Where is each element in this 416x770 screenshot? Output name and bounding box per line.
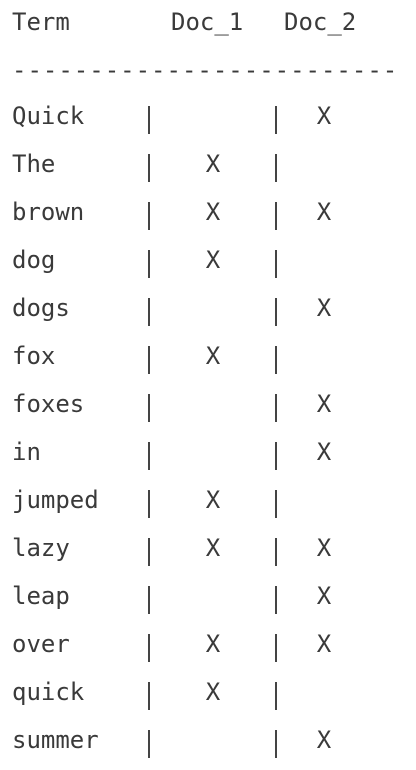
doc-1-mark: X: [205, 198, 221, 226]
term-cell: in: [12, 438, 41, 466]
table-row: [0, 194, 416, 242]
doc-1-mark: X: [205, 630, 221, 658]
table-row: [0, 434, 416, 482]
column-separator: [148, 538, 150, 566]
doc-2-mark: X: [316, 198, 332, 226]
column-separator: [275, 202, 277, 230]
table-header: [0, 0, 416, 48]
doc-1-mark: X: [205, 678, 221, 706]
doc-1-mark: X: [205, 486, 221, 514]
table-row: [0, 674, 416, 722]
column-separator: [148, 634, 150, 662]
column-separator: [275, 682, 277, 710]
column-separator: [275, 346, 277, 374]
column-separator: [148, 346, 150, 374]
column-separator: [275, 538, 277, 566]
doc-2-mark: X: [316, 534, 332, 562]
doc-2-mark: X: [316, 390, 332, 418]
column-separator: [275, 250, 277, 278]
column-separator: [148, 298, 150, 326]
column-separator: [275, 106, 277, 134]
term-cell: The: [12, 150, 56, 178]
column-separator: [148, 682, 150, 710]
term-column-header: Term: [12, 8, 70, 36]
column-separator: [148, 154, 150, 182]
table-row: [0, 482, 416, 530]
term-cell: over: [12, 630, 70, 658]
column-separator: [148, 442, 150, 470]
doc-2-mark: X: [316, 438, 332, 466]
term-cell: dogs: [12, 294, 70, 322]
column-separator: [275, 730, 277, 758]
doc-2-mark: X: [316, 294, 332, 322]
doc-1-mark: X: [205, 246, 221, 274]
table-row: [0, 578, 416, 626]
table-row: [0, 146, 416, 194]
column-separator: [148, 730, 150, 758]
column-separator: [148, 586, 150, 614]
term-cell: Quick: [12, 102, 85, 130]
table-row: [0, 338, 416, 386]
column-separator: [275, 634, 277, 662]
doc-1-column-header: Doc_1: [171, 8, 244, 36]
term-cell: leap: [12, 582, 70, 610]
term-cell: lazy: [12, 534, 70, 562]
column-separator: [148, 490, 150, 518]
table-row: [0, 242, 416, 290]
term-cell: summer: [12, 726, 99, 754]
term-cell: quick: [12, 678, 85, 706]
doc-2-mark: X: [316, 630, 332, 658]
term-cell: fox: [12, 342, 56, 370]
table-row: [0, 386, 416, 434]
column-separator: [275, 490, 277, 518]
table-row: [0, 530, 416, 578]
term-cell: jumped: [12, 486, 99, 514]
header-divider: -------------------------: [12, 56, 399, 84]
term-cell: foxes: [12, 390, 85, 418]
column-separator: [275, 394, 277, 422]
doc-1-mark: X: [205, 534, 221, 562]
column-separator: [148, 202, 150, 230]
doc-1-mark: X: [205, 150, 221, 178]
column-separator: [275, 442, 277, 470]
column-separator: [275, 586, 277, 614]
column-separator: [275, 154, 277, 182]
column-separator: [275, 298, 277, 326]
column-separator: [148, 250, 150, 278]
doc-2-mark: X: [316, 102, 332, 130]
table-row: [0, 722, 416, 770]
table-row: [0, 626, 416, 674]
column-separator: [148, 106, 150, 134]
doc-2-column-header: Doc_2: [284, 8, 357, 36]
doc-2-mark: X: [316, 726, 332, 754]
doc-2-mark: X: [316, 582, 332, 610]
table-row: [0, 290, 416, 338]
term-cell: dog: [12, 246, 56, 274]
doc-1-mark: X: [205, 342, 221, 370]
term-cell: brown: [12, 198, 85, 226]
column-separator: [148, 394, 150, 422]
table-row: [0, 98, 416, 146]
